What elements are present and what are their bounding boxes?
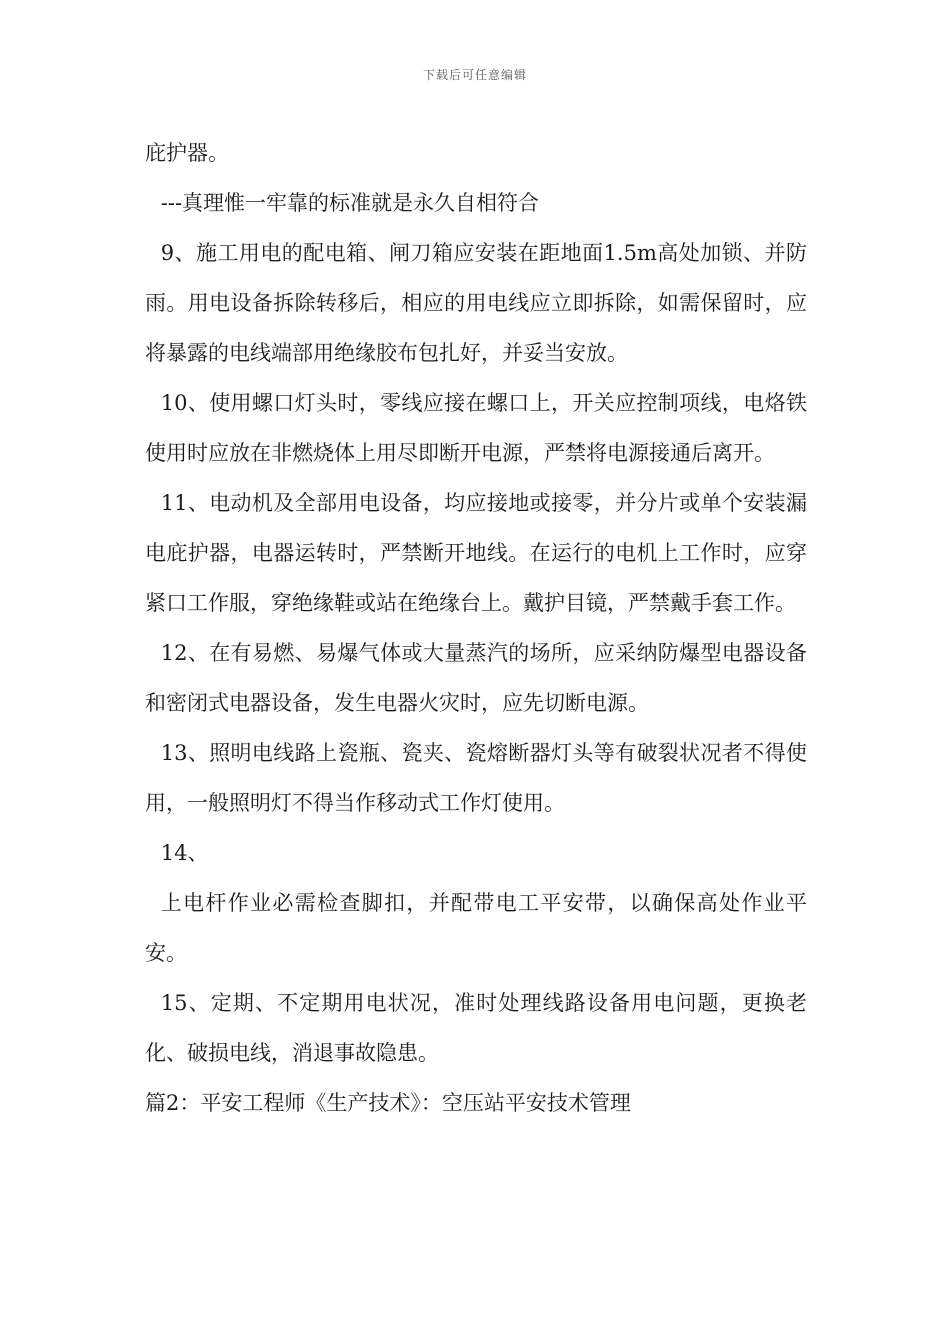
- document-body: [145, 128, 807, 1128]
- paragraph-item-13: 13、照明电线路上瓷瓶、瓷夹、瓷熔断器灯头等有破裂状况者不得使用，一般照明灯不得当作移动式工作灯使用。: [145, 741, 807, 815]
- paragraph-continued: 庇护器。: [145, 141, 229, 165]
- paragraph-item-14-number: 14、: [160, 841, 209, 865]
- paragraph-quote: ---真理惟一牢靠的标准就是永久自相符合: [160, 191, 540, 215]
- page-header-watermark: 下载后可任意编辑: [422, 68, 527, 82]
- paragraph-item-9: 9、施工用电的配电箱、闸刀箱应安装在距地面1.5m高处加锁、并防雨。用电设备拆除转移后，相应的用电线应立即拆除，如需保留时，应将暴露的电线端部用绝缘胶布包扎好，并妥当安放。: [145, 241, 807, 365]
- paragraph-item-15: 15、定期、不定期用电状况，准时处理线路设备用电问题，更换老化、破损电线，消退事故隐患。: [145, 991, 807, 1065]
- paragraph-item-14-body: 上电杆作业必需检查脚扣，并配带电工平安带，以确保高处作业平安。: [145, 891, 807, 965]
- paragraph-item-10: 10、使用螺口灯头时，零线应接在螺口上，开关应控制项线，电烙铁使用时应放在非燃烧体上用尽即断开电源，严禁将电源接通后离开。: [145, 391, 807, 465]
- section-heading-2: 篇2：平安工程师《生产技术》：空压站平安技术管理: [145, 1091, 631, 1115]
- paragraph-item-12: 12、在有易燃、易爆气体或大量蒸汽的场所，应采纳防爆型电器设备和密闭式电器设备，发生电器火灾时，应先切断电源。: [145, 641, 807, 715]
- paragraph-item-11: 11、电动机及全部用电设备，均应接地或接零，并分片或单个安装漏电庇护器，电器运转时，严禁断开地线。在运行的电机上工作时，应穿紧口工作服，穿绝缘鞋或站在绝缘台上。戴护目镜，严禁戴手套工作。: [145, 491, 807, 615]
